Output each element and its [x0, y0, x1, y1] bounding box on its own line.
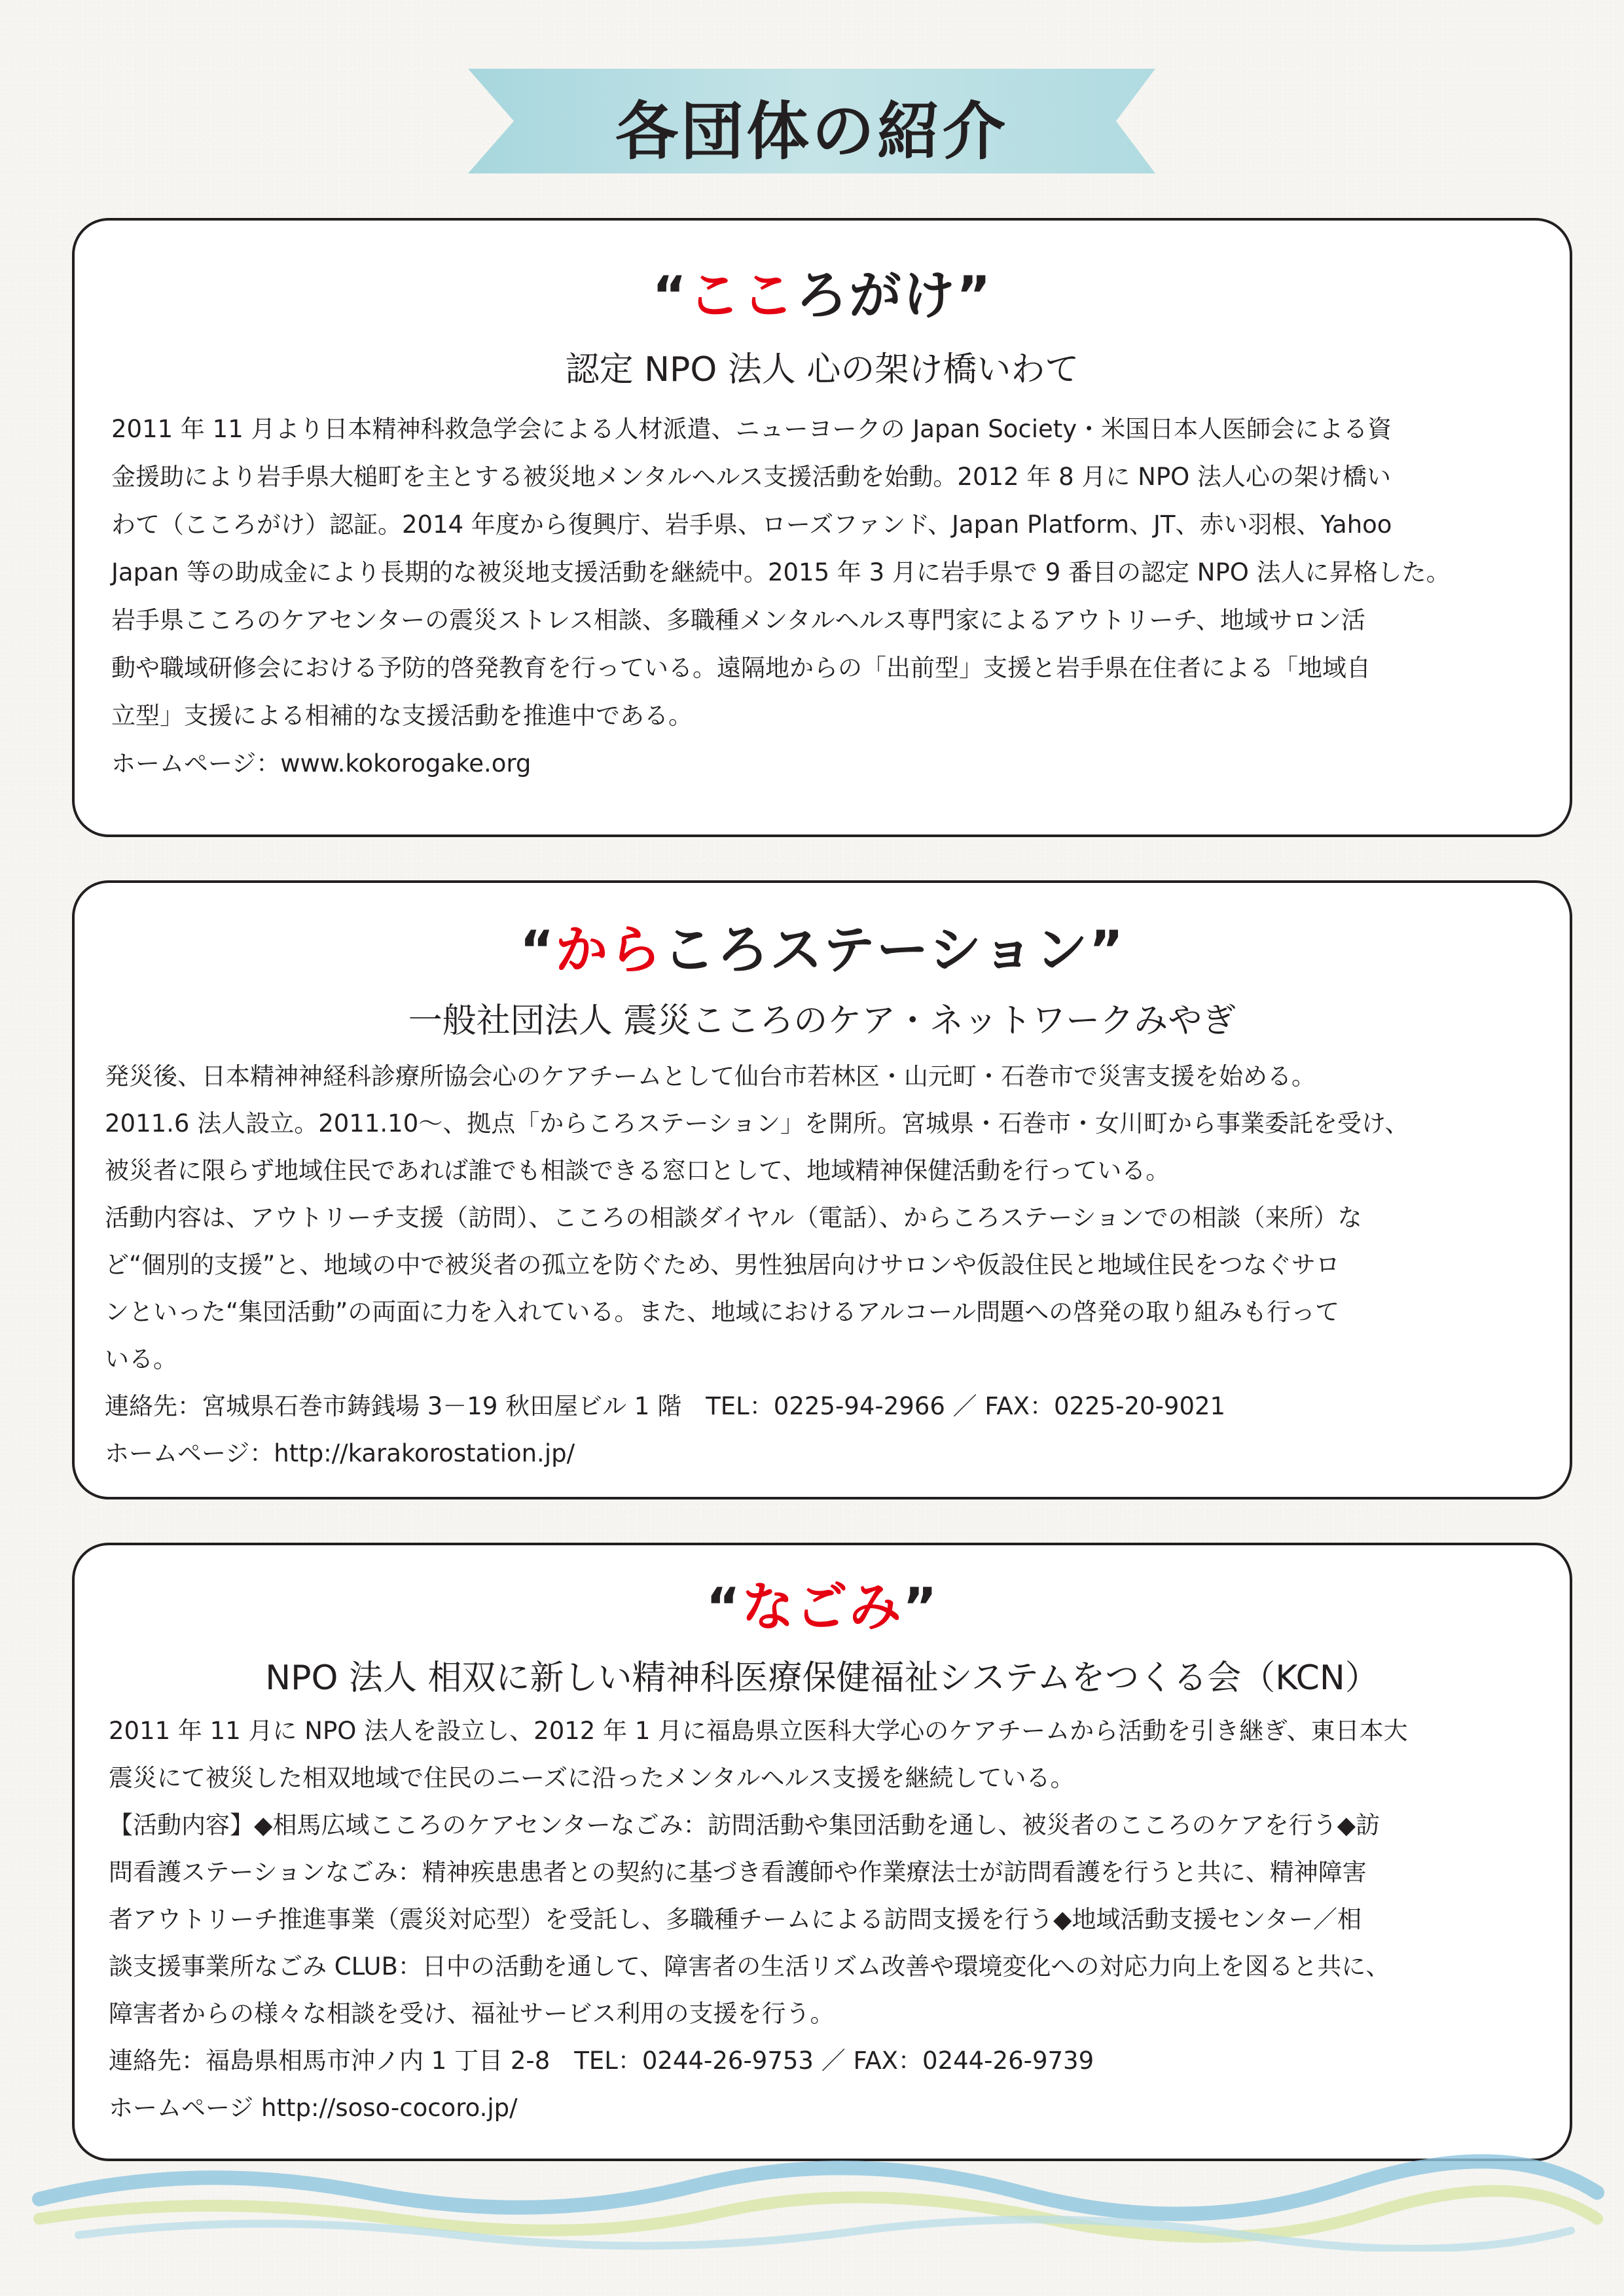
body-line: 2011 年 11 月より日本精神科救急学会による人材派遣、ニューヨークの Japan Society・米国日本人医師会による資	[111, 415, 1392, 443]
card-subtitle: 認定 NPO 法人 心の架け橋いわて	[565, 350, 1079, 389]
decorative-wave	[0, 2121, 1624, 2251]
body-line: 談支援事業所なごみ CLUB：日中の活動を通して、障害者の生活リズム改善や環境変化への対応力向上を図ると共に、	[109, 1952, 1390, 1981]
card-body	[109, 1708, 1530, 2132]
card-title: “からころステーション”	[519, 920, 1125, 980]
body-line: 震災にて被災した相双地域で住民のニーズに沿ったメンタルヘルス支援を継続している。	[109, 1764, 1075, 1792]
body-line: 被災者に限らず地域住民であれば誰でも相談できる窓口として、地域精神保健活動を行っている。	[105, 1157, 1170, 1185]
contact-line: 連絡先：宮城県石巻市鋳銭場 3－19 秋田屋ビル 1 階 TEL：0225-94-2966 ／ FAX：0225-20-9021	[105, 1392, 1226, 1420]
body-line: 2011 年 11 月に NPO 法人を設立し、2012 年 1 月に福島県立医科大学心のケアチームから活動を引き継ぎ、東日本大	[109, 1717, 1408, 1745]
body-line: ンといった“集団活動”の両面に力を入れている。また、地域におけるアルコール問題への啓発の取り組みも行って	[105, 1298, 1340, 1326]
title-accent: から	[555, 920, 663, 980]
title-accent: なごみ	[742, 1577, 903, 1638]
body-line: 【活動内容】◆相馬広域こころのケアセンターなごみ：訪問活動や集団活動を通し、被災者のこころのケアを行う◆訪	[109, 1811, 1380, 1839]
card-title: “こころがけ”	[652, 265, 992, 326]
contact-line: 連絡先：福島県相馬市沖ノ内 1 丁目 2-8 TEL：0244-26-9753 ／ FAX：0244-26-9739	[109, 2047, 1094, 2075]
card-body	[111, 405, 1530, 787]
card-subtitle: NPO 法人 相双に新しい精神科医療保健福祉システムをつくる会（KCN）	[265, 1659, 1379, 1698]
header-banner	[461, 56, 1162, 187]
body-line: 動や職域研修会における予防的啓発教育を行っている。遠隔地からの「出前型」支援と岩手県在住者による「地域自	[111, 654, 1371, 682]
body-line: 者アウトリーチ推進事業（震災対応型）を受託し、多職種チームによる訪問支援を行う◆地域活動支援センター／相	[109, 1905, 1362, 1933]
body-line: 活動内容は、アウトリーチ支援（訪問）、こころの相談ダイヤル（電話）、からころステーションでの相談（来所）な	[105, 1204, 1362, 1232]
body-line: 金援助により岩手県大槌町を主とする被災地メンタルヘルス支援活動を始動。2012 年 8 月に NPO 法人心の架け橋い	[111, 463, 1392, 491]
body-line: 立型」支援による相補的な支援活動を推進中である。	[111, 702, 693, 730]
body-line: いる。	[105, 1345, 177, 1373]
page-title: 各団体の紹介	[615, 95, 1008, 168]
card-subtitle: 一般社団法人 震災こころのケア・ネットワークみやぎ	[408, 1001, 1236, 1041]
body-line: ど“個別的支援”と、地域の中で被災者の孤立を防ぐため、男性独居向けサロンや仮設住民と地域住民をつなぐサロ	[105, 1251, 1340, 1279]
body-line: 岩手県こころのケアセンターの震災ストレス相談、多職種メンタルヘルス専門家によるアウトリーチ、地域サロン活	[111, 606, 1365, 634]
card-body	[105, 1053, 1530, 1477]
card-title: “なごみ”	[706, 1577, 939, 1638]
body-line: 発災後、日本精神神経科診療所協会心のケアチームとして仙台市若林区・山元町・石巻市で災害支援を始める。	[105, 1062, 1316, 1090]
homepage-link[interactable]: ホームページ：http://karakorostation.jp/	[105, 1439, 575, 1467]
body-line: わて（こころがけ）認証。2014 年度から復興庁、岩手県、ローズファンド、Japan Platform、JT、赤い羽根、Yahoo	[111, 511, 1392, 539]
title-accent: ここ	[688, 265, 795, 326]
body-line: Japan 等の助成金により長期的な被災地支援活動を継続中。2015 年 3 月に岩手県で 9 番目の認定 NPO 法人に昇格した。	[111, 558, 1451, 586]
body-line: 問看護ステーションなごみ：精神疾患患者との契約に基づき看護師や作業療法士が訪問看護を行うと共に、精神障害	[109, 1858, 1367, 1886]
org-card-karakoro	[72, 880, 1572, 1499]
org-card-kokorogake	[72, 218, 1572, 837]
body-line: 2011.6 法人設立。2011.10～、拠点「からころステーション」を開所。宮城県・石巻市・女川町から事業委託を受け、	[105, 1109, 1409, 1138]
org-card-nagomi	[72, 1543, 1572, 2161]
homepage-link[interactable]: ホームページ http://soso-cocoro.jp/	[109, 2094, 518, 2122]
body-line: 障害者からの様々な相談を受け、福祉サービス利用の支援を行う。	[109, 2000, 835, 2028]
homepage-link[interactable]: ホームページ：www.kokorogake.org	[111, 749, 532, 778]
